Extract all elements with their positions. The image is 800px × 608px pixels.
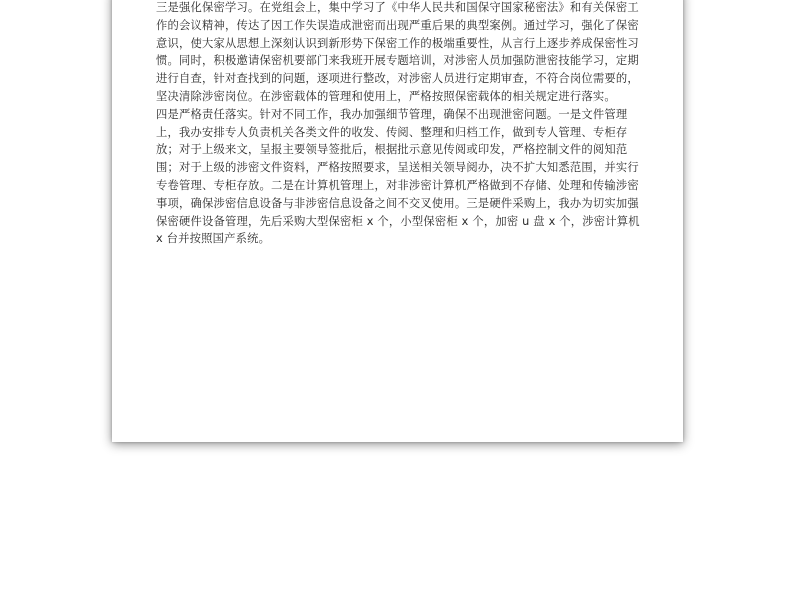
paragraph-security-study: 三是强化保密学习。在党组会上，集中学习了《中华人民共和国保守国家秘密法》和有关保密工作的会议精神，传达了因工作失误造成泄密而出现严重后果的典型案例。通过学习，强化了保密意识，使大家从思想上深刻认识到新形势下保密工作的极端重要性，从言行上逐步养成保密性习惯。同时，积极邀请保密机要部门来我班开展专题培训，对涉密人员加强防泄密技能学习，定期进行自查，针对查找到的问题，逐项进行整改，对涉密人员进行定期审查，不符合岗位需要的，坚决清除涉密岗位。在涉密载体的管理和使用上，严格按照保密载体的相关规定进行落实。 (156, 1, 639, 103)
document-page (112, 0, 683, 442)
document-body (156, 0, 645, 248)
paragraph-responsibility: 四是严格责任落实。针对不同工作，我办加强细节管理，确保不出现泄密问题。一是文件管理上，我办安排专人负责机关各类文件的收发、传阅、整理和归档工作，做到专人管理、专柜存放；对于上级来文，呈报主要领导签批后，根据批示意见传阅或印发，严格控制文件的阅知范围；对于上级的涉密文件资料，严格按照要求，呈送相关领导阅办，决不扩大知悉范围，并实行专卷管理、专柜存放。二是在计算机管理上，对非涉密计算机严格做到不存储、处理和传输涉密事项，确保涉密信息设备与非涉密信息设备之间不交叉使用。三是硬件采购上，我办为切实加强保密硬件设备管理，先后采购大型保密柜 x 个，小型保密柜 x 个，加密 u 盘 x 个，涉密计算机 x 台并按照国产系统。 (156, 107, 640, 246)
